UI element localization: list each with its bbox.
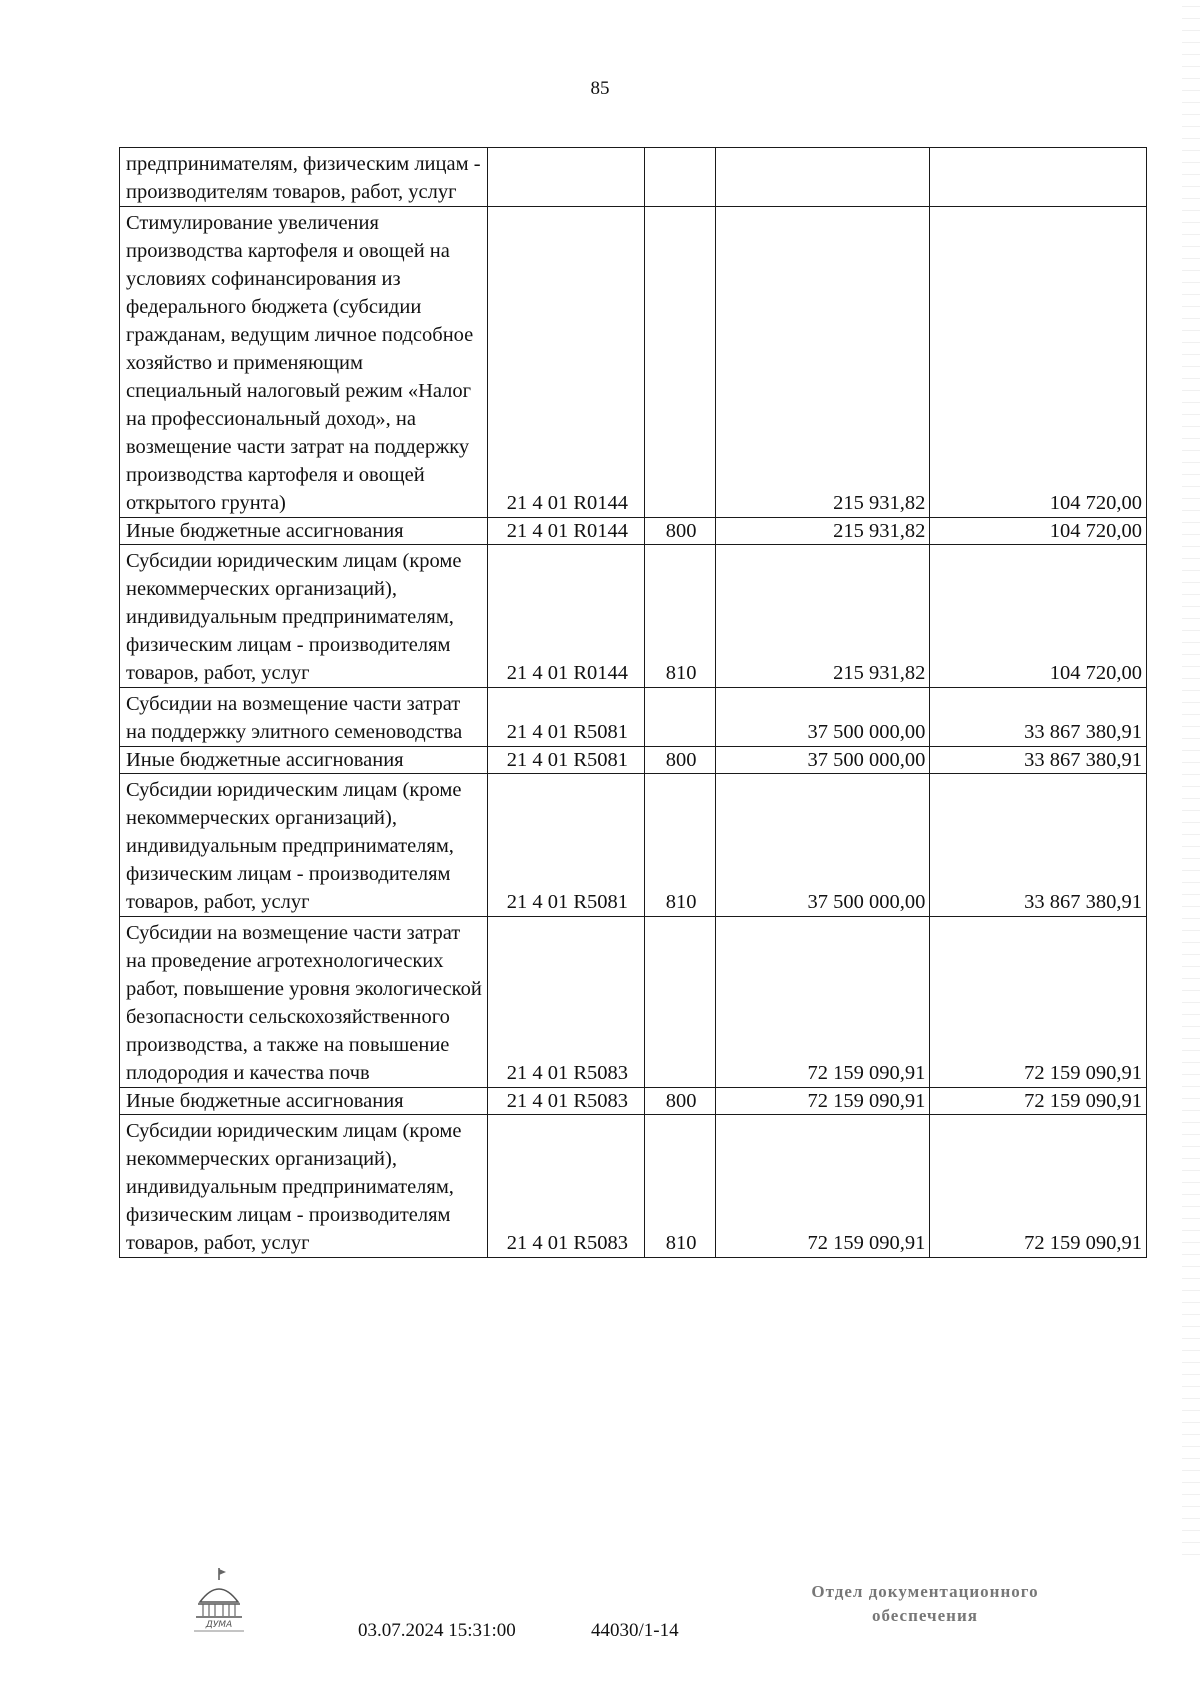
row-code xyxy=(488,148,645,207)
row-code: 21 4 01 R0144 xyxy=(488,545,645,688)
row-code: 21 4 01 R5081 xyxy=(488,688,645,747)
row-type xyxy=(645,207,715,518)
row-name: Иные бюджетные ассигнования xyxy=(120,747,488,774)
budget-table xyxy=(119,147,1147,1258)
row-code: 21 4 01 R5083 xyxy=(488,917,645,1088)
row-code: 21 4 01 R0144 xyxy=(488,207,645,518)
row-name: Субсидии юридическим лицам (кроме некоммерческих организаций), индивидуальным предпринимателям, физическим лицам - производителям товаров, работ, услуг xyxy=(120,545,488,688)
row-amount-2: 104 720,00 xyxy=(930,518,1147,545)
row-type xyxy=(645,148,715,207)
page-number: 85 xyxy=(590,78,610,99)
row-type: 810 xyxy=(645,774,715,917)
duma-logo-icon xyxy=(190,1566,248,1634)
table-row xyxy=(120,148,1147,207)
stamp-line-1: Отдел документационного xyxy=(811,1582,1039,1601)
row-name: Субсидии на возмещение части затрат на поддержку элитного семеноводства xyxy=(120,688,488,747)
row-name: предпринимателям, физическим лицам - производителям товаров, работ, услуг xyxy=(120,148,488,207)
row-amount-1: 37 500 000,00 xyxy=(715,774,930,917)
row-amount-2: 33 867 380,91 xyxy=(930,747,1147,774)
row-code: 21 4 01 R5081 xyxy=(488,774,645,917)
table-row xyxy=(120,688,1147,747)
table-row xyxy=(120,545,1147,688)
row-amount-2: 72 159 090,91 xyxy=(930,1088,1147,1115)
row-type: 810 xyxy=(645,1115,715,1258)
row-name: Стимулирование увеличения производства картофеля и овощей на условиях софинансирования из федерального бюджета (субсидии гражданам, ведущим личное подсобное хозяйство и применяющим специальный налоговый режим «Налог на профессиональный доход», на возмещение части затрат на поддержку производства картофеля и овощей открытого грунта) xyxy=(120,207,488,518)
row-amount-2 xyxy=(930,148,1147,207)
registration-number: 44030/1-14 xyxy=(591,1620,679,1641)
row-amount-2: 33 867 380,91 xyxy=(930,688,1147,747)
row-type xyxy=(645,917,715,1088)
row-amount-1: 37 500 000,00 xyxy=(715,688,930,747)
row-amount-1: 215 931,82 xyxy=(715,545,930,688)
row-type xyxy=(645,688,715,747)
row-name: Иные бюджетные ассигнования xyxy=(120,518,488,545)
row-name: Субсидии на возмещение части затрат на проведение агротехнологических работ, повышение уровня экологической безопасности сельскохозяйственного производства, а также на повышение плодородия и качества почв xyxy=(120,917,488,1088)
row-amount-2: 104 720,00 xyxy=(930,545,1147,688)
table-row xyxy=(120,747,1147,774)
svg-text:ДУМА: ДУМА xyxy=(205,1620,233,1630)
table-row xyxy=(120,1088,1147,1115)
row-code: 21 4 01 R0144 xyxy=(488,518,645,545)
row-amount-2: 72 159 090,91 xyxy=(930,1115,1147,1258)
row-type: 800 xyxy=(645,747,715,774)
row-code: 21 4 01 R5083 xyxy=(488,1088,645,1115)
table-row xyxy=(120,917,1147,1088)
scan-edge-artifact xyxy=(1182,0,1200,1560)
table-row xyxy=(120,1115,1147,1258)
row-amount-1 xyxy=(715,148,930,207)
row-amount-2: 72 159 090,91 xyxy=(930,917,1147,1088)
row-amount-1: 215 931,82 xyxy=(715,518,930,545)
table-row xyxy=(120,207,1147,518)
row-amount-1: 37 500 000,00 xyxy=(715,747,930,774)
row-name: Субсидии юридическим лицам (кроме некоммерческих организаций), индивидуальным предпринимателям, физическим лицам - производителям товаров, работ, услуг xyxy=(120,1115,488,1258)
row-type: 810 xyxy=(645,545,715,688)
row-amount-1: 72 159 090,91 xyxy=(715,1115,930,1258)
row-type: 800 xyxy=(645,1088,715,1115)
row-code: 21 4 01 R5083 xyxy=(488,1115,645,1258)
stamp-line-2: обеспечения xyxy=(872,1606,978,1625)
row-amount-1: 72 159 090,91 xyxy=(715,1088,930,1115)
row-name: Субсидии юридическим лицам (кроме некоммерческих организаций), индивидуальным предпринимателям, физическим лицам - производителям товаров, работ, услуг xyxy=(120,774,488,917)
document-datetime: 03.07.2024 15:31:00 xyxy=(358,1620,516,1641)
row-amount-1: 72 159 090,91 xyxy=(715,917,930,1088)
row-code: 21 4 01 R5081 xyxy=(488,747,645,774)
table-row xyxy=(120,774,1147,917)
row-amount-2: 104 720,00 xyxy=(930,207,1147,518)
table-row xyxy=(120,518,1147,545)
department-stamp xyxy=(760,1580,1090,1628)
duma-logo xyxy=(190,1566,248,1634)
row-name: Иные бюджетные ассигнования xyxy=(120,1088,488,1115)
row-amount-1: 215 931,82 xyxy=(715,207,930,518)
row-amount-2: 33 867 380,91 xyxy=(930,774,1147,917)
row-type: 800 xyxy=(645,518,715,545)
